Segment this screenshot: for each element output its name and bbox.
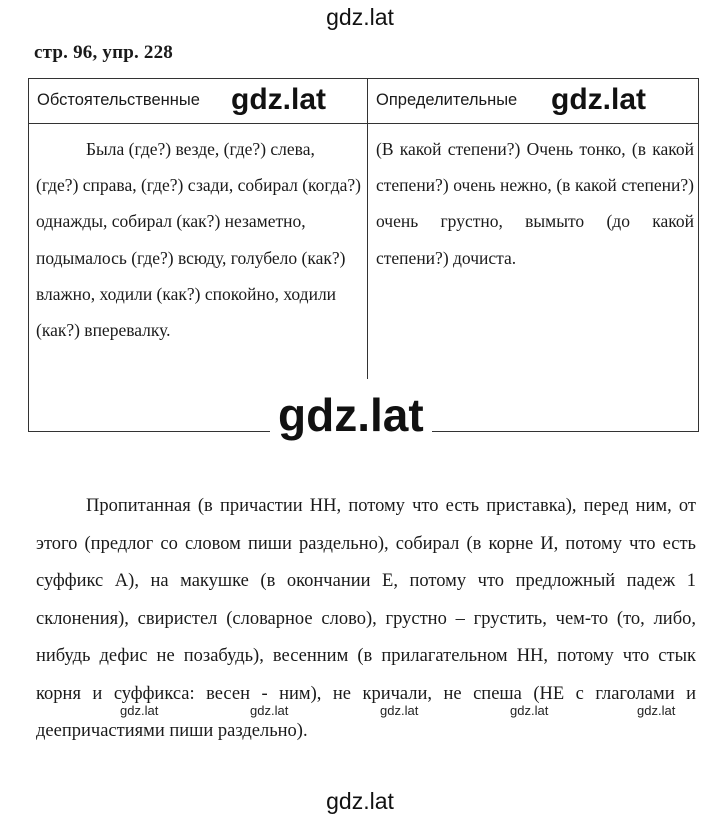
- watermark-small-4: gdz.lat: [510, 703, 549, 718]
- watermark-small-3: gdz.lat: [380, 703, 419, 718]
- watermark-top: gdz.lat: [326, 4, 394, 30]
- header-divider: [29, 123, 698, 124]
- exercise-heading: стр. 96, упр. 228: [34, 42, 173, 63]
- adverbials-table: [28, 78, 699, 432]
- header-attributive: Определительные: [376, 91, 518, 109]
- watermark-small-1: gdz.lat: [120, 703, 159, 718]
- watermark-small-5: gdz.lat: [637, 703, 676, 718]
- cell-attributive: [376, 131, 694, 276]
- column-divider: [367, 79, 368, 379]
- watermark-header-left: gdz.lat: [229, 83, 330, 117]
- cell-adverbial: [36, 131, 361, 348]
- cell-adverbial-text: Была (где?) везде, (где?) слева, (где?) справа, (где?) сзади, собирал (когда?) однажды, собирал (как?) незаметно, подымалось (где?) всюду, голубело (как?) влажно, ходили (как?) спокойно, ходили (как?) вперевалку.: [36, 139, 361, 341]
- watermark-bottom: gdz.lat: [326, 788, 394, 814]
- watermark-center: gdz.lat: [270, 387, 432, 443]
- watermark-small-2: gdz.lat: [250, 703, 289, 718]
- watermark-header-right: gdz.lat: [549, 83, 650, 117]
- header-adverbial: Обстоятельственные: [37, 91, 200, 109]
- spelling-paragraph-text: Пропитанная (в причастии НН, потому что есть приставка), перед ним, от этого (предлог со словом пиши раздельно), собирал (в корне И, потому что есть суффикс А), на макушке (в окончании Е, потому что предложный падеж 1 склонения), свиристел (словарное слово), грустно – грустить, чем-то (то, либо, нибудь дефис не позабудь), весенним (в прилагательном НН, потому что стык корня и суффикса: весен - ним), не кричали, не спеша (НЕ с глаголами и деепричастиями пиши раздельно).: [36, 496, 696, 741]
- cell-attributive-text: (В какой степени?) Очень тонко, (в какой степени?) очень нежно, (в какой степени?) очень грустно, вымыто (до какой степени?) дочиста.: [376, 139, 694, 268]
